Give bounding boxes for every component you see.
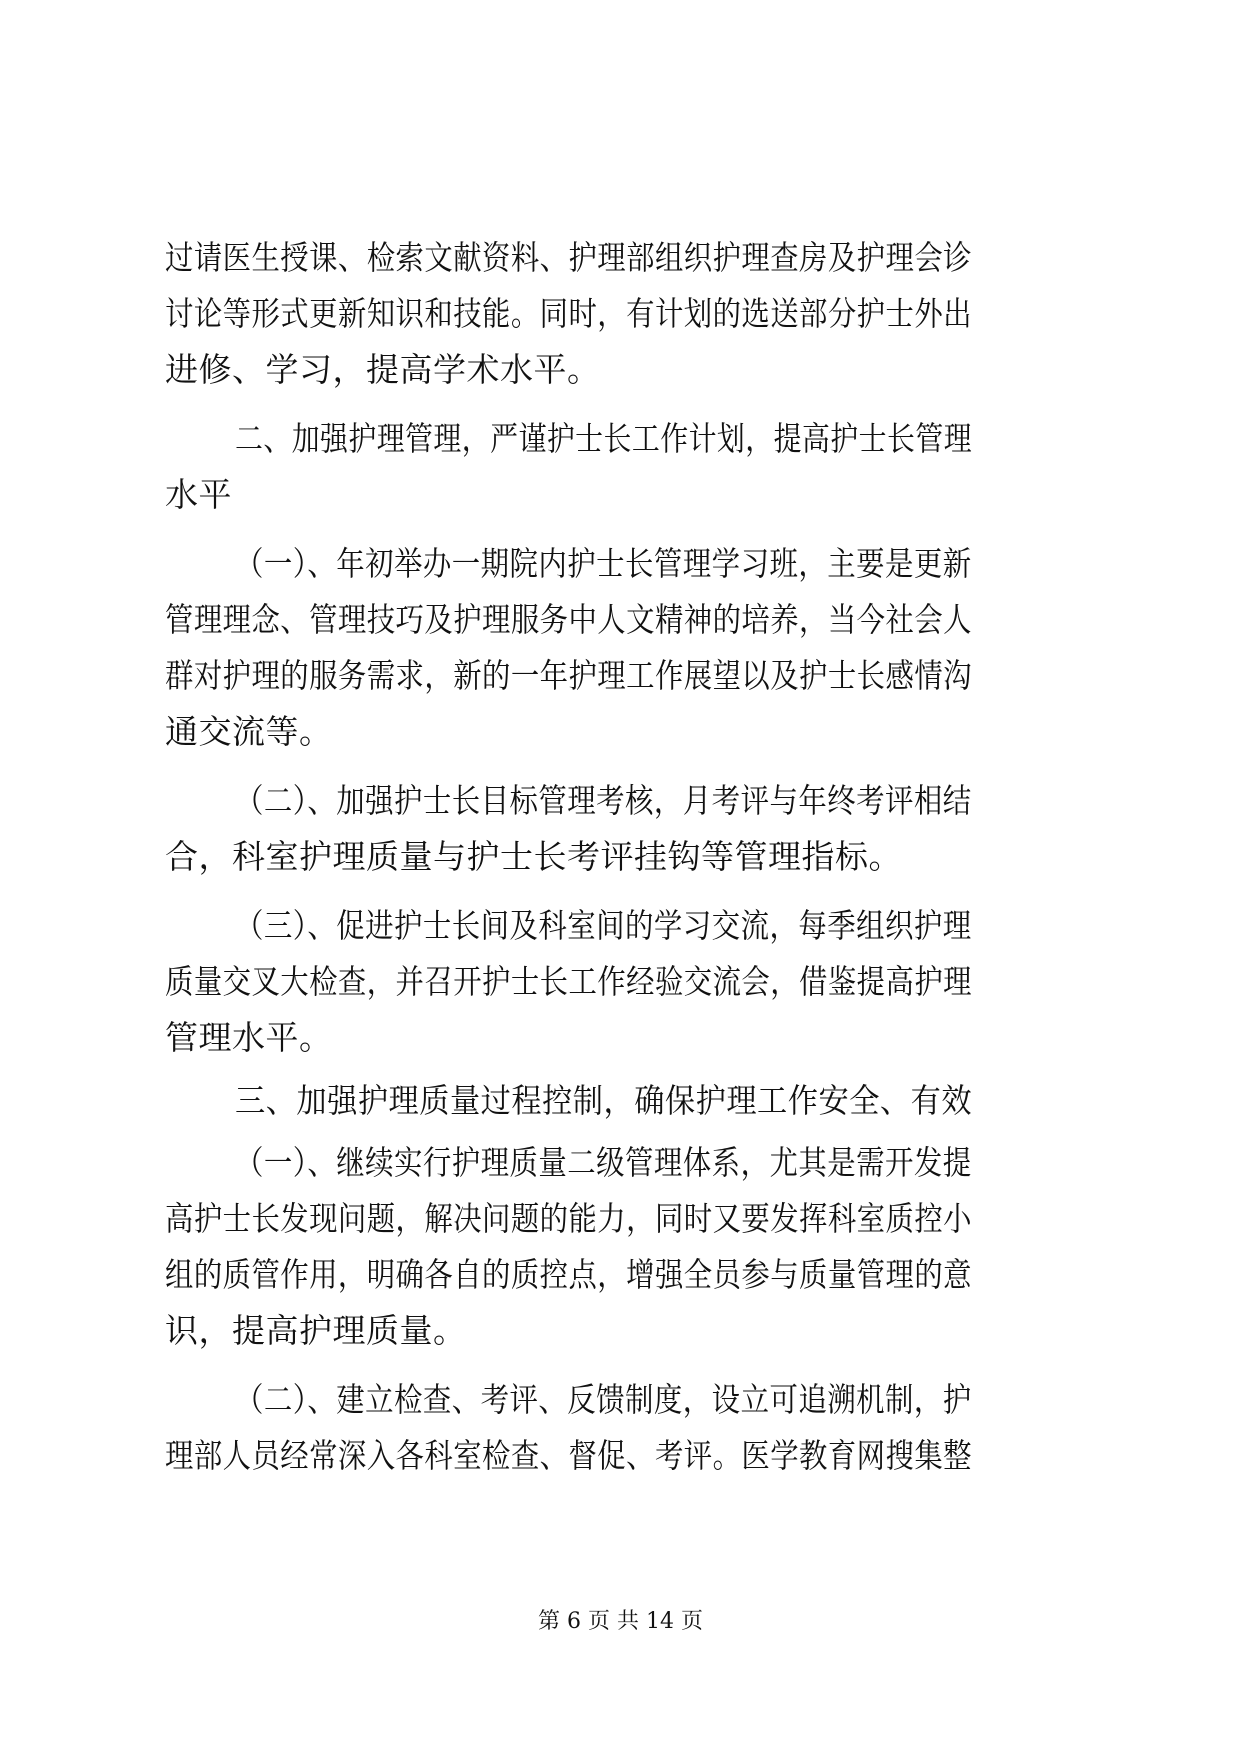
text-line: 组的质管作用，明确各自的质控点，增强全员参与质量管理的意 — [165, 1255, 972, 1294]
section-heading-continued: 水平 — [165, 475, 232, 514]
text-line: 理部人员经常深入各科室检查、督促、考评。医学教育网搜集整 — [165, 1436, 972, 1475]
text-line: 质量交叉大检查，并召开护士长工作经验交流会，借鉴提高护理 — [165, 962, 972, 1001]
text-line: 管理理念、管理技巧及护理服务中人文精神的培养，当今社会人 — [165, 600, 972, 639]
page-number-footer: 第 6 页 共 14 页 — [538, 1609, 703, 1634]
section-heading: 三、加强护理质量过程控制，确保护理工作安全、有效 — [235, 1081, 973, 1120]
text-line: （二）、加强护士长目标管理考核，月考评与年终考评相结 — [235, 781, 972, 820]
text-line: （二）、建立检查、考评、反馈制度，设立可追溯机制，护 — [235, 1380, 972, 1419]
text-line: （一）、年初举办一期院内护士长管理学习班，主要是更新 — [235, 544, 972, 583]
text-line: 通交流等。 — [165, 712, 333, 751]
section-heading: 二、加强护理管理，严谨护士长工作计划，提高护士长管理 — [235, 419, 973, 458]
text-line: 进修、学习，提高学术水平。 — [165, 350, 601, 389]
text-line: 群对护理的服务需求，新的一年护理工作展望以及护士长感情沟 — [165, 656, 972, 695]
text-line: 讨论等形式更新知识和技能。同时，有计划的选送部分护士外出 — [165, 294, 972, 333]
text-line: （三）、促进护士长间及科室间的学习交流，每季组织护理 — [235, 906, 972, 945]
text-line: 过请医生授课、检索文献资料、护理部组织护理查房及护理会诊 — [165, 238, 972, 277]
text-line: 识，提高护理质量。 — [165, 1311, 467, 1350]
text-line: 管理水平。 — [165, 1018, 333, 1057]
text-line: 合，科室护理质量与护士长考评挂钩等管理指标。 — [165, 837, 902, 876]
text-line: （一）、继续实行护理质量二级管理体系，尤其是需开发提 — [235, 1143, 972, 1182]
text-line: 高护士长发现问题，解决问题的能力，同时又要发挥科室质控小 — [165, 1199, 972, 1238]
